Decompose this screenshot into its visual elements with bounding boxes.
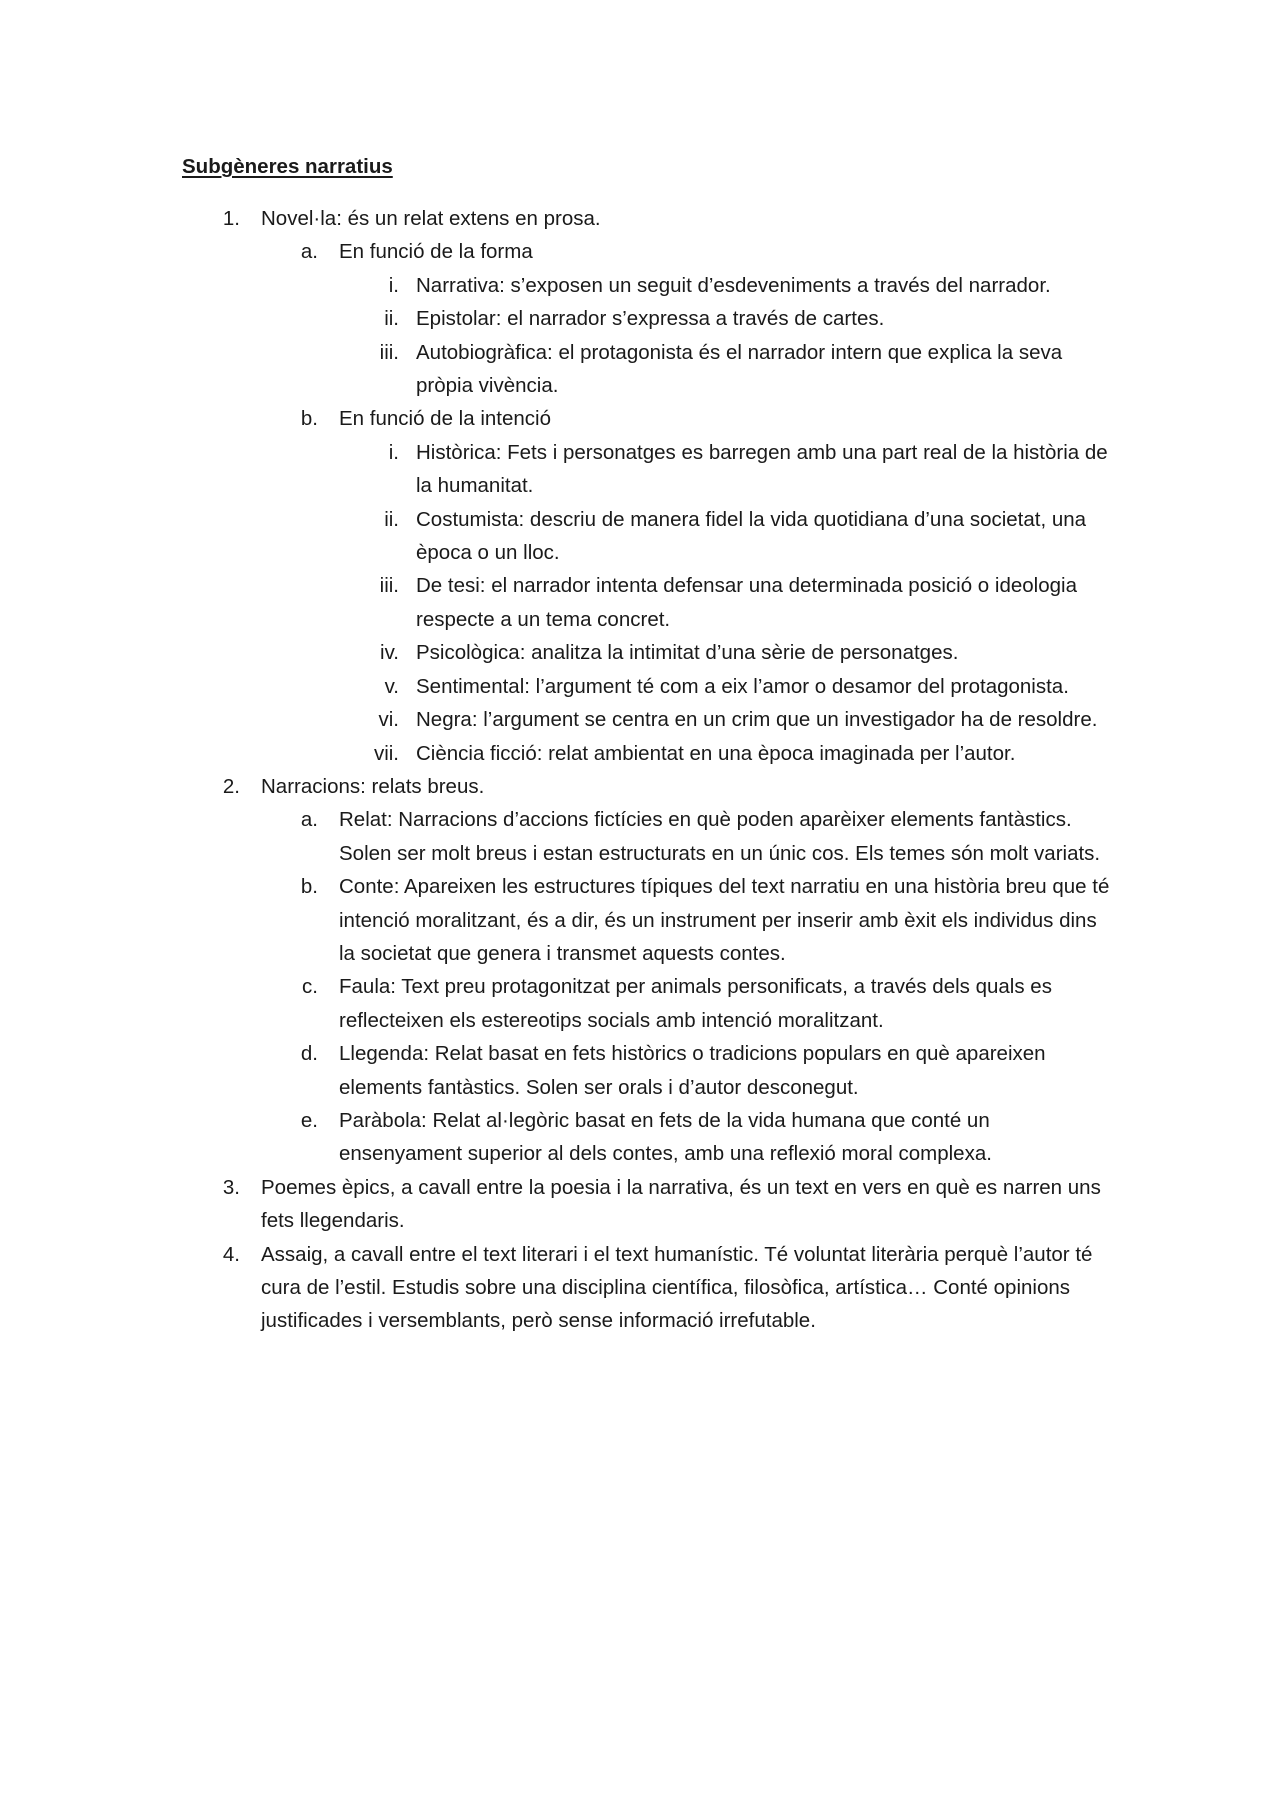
list-marker: b. — [300, 407, 318, 431]
list-marker: iv. — [380, 641, 399, 665]
list-marker: b. — [300, 875, 318, 899]
list-item-1b-i — [0, 436, 1280, 503]
list-marker: v. — [384, 674, 399, 698]
list-item-3 — [0, 1171, 1280, 1238]
list-item-text: Faula: Text preu protagonitzat per animals personificats, a través dels quals es reflecteixen els estereotips socials amb intenció moralitzant. — [339, 975, 1052, 1032]
list-item-text: Epistolar: el narrador s’expressa a través de cartes. — [416, 307, 885, 331]
list-marker: 4. — [222, 1242, 240, 1266]
list-item-text: Autobiogràfica: el protagonista és el narrador intern que explica la seva pròpia vivència. — [416, 340, 1063, 398]
page-title: Subgèneres narratius — [182, 155, 393, 178]
list-marker: vi. — [378, 708, 399, 732]
list-item-text: Poemes èpics, a cavall entre la poesia i la narrativa, és un text en vers en què es narren uns fets llegendaris. — [261, 1175, 1101, 1233]
list-marker: i. — [388, 440, 399, 464]
list-marker: iii. — [379, 574, 399, 598]
list-item-1 — [0, 202, 1280, 235]
list-item-2a — [0, 803, 1280, 870]
list-item-1b-ii — [0, 503, 1280, 570]
list-marker: i. — [388, 273, 399, 297]
list-item-text: Narrativa: s’exposen un seguit d’esdeveniments a través del narrador. — [416, 273, 1051, 297]
list-item-text: Paràbola: Relat al·legòric basat en fets de la vida humana que conté un ensenyament superior al dels contes, amb una reflexió moral complexa. — [339, 1108, 992, 1166]
list-marker: c. — [302, 975, 318, 999]
list-marker: d. — [300, 1042, 318, 1066]
list-item-1b-iii — [0, 569, 1280, 636]
list-marker: 1. — [222, 207, 240, 230]
list-marker: ii. — [384, 307, 399, 331]
list-item-text: Conte: Apareixen les estructures típiques del text narratiu en una història breu que té intenció moralitzant, és a dir, és un instrument per inserir amb èxit els individus dins la societat que genera i transmet aquests contes. — [339, 875, 1110, 965]
list-marker: ii. — [384, 507, 399, 531]
list-item-text: Novel·la: és un relat extens en prosa. — [261, 207, 601, 230]
list-item-text: Assaig, a cavall entre el text literari i el text humanístic. Té voluntat literària perquè l’autor té cura de l’estil. Estudis sobre una disciplina científica, filosòfica, artística… Conté opinions justificades i versemblants, però sense informació irrefutable. — [261, 1242, 1093, 1333]
list-marker: e. — [300, 1108, 318, 1132]
list-item-text: Històrica: Fets i personatges es barregen amb una part real de la història de la humanitat. — [416, 440, 1108, 498]
list-item-text: Negra: l’argument se centra en un crim que un investigador ha de resoldre. — [416, 708, 1098, 732]
list-item-1b-vii — [0, 737, 1280, 770]
list-item-1a-ii — [0, 302, 1280, 335]
list-item-text: De tesi: el narrador intenta defensar una determinada posició o ideologia respecte a un tema concret. — [416, 574, 1077, 631]
outline-list — [0, 202, 1280, 1338]
list-item-1b — [0, 402, 1280, 435]
list-item-1b-v — [0, 670, 1280, 703]
list-marker: iii. — [379, 340, 399, 364]
list-item-2c — [0, 970, 1280, 1037]
list-item-4 — [0, 1238, 1280, 1338]
list-item-2d — [0, 1037, 1280, 1104]
list-item-text: Psicològica: analitza la intimitat d’una sèrie de personatges. — [416, 641, 959, 665]
list-item-text: Relat: Narracions d’accions fictícies en què poden aparèixer elements fantàstics. Solen ser molt breus i estan estructurats en un únic cos. Els temes són molt variats. — [339, 808, 1101, 865]
list-item-1b-iv — [0, 636, 1280, 669]
list-marker: a. — [300, 808, 318, 832]
list-item-2e — [0, 1104, 1280, 1171]
list-item-text: Costumista: descriu de manera fidel la vida quotidiana d’una societat, una època o un lloc. — [416, 507, 1087, 565]
list-item-2 — [0, 770, 1280, 803]
list-item-text: Ciència ficció: relat ambientat en una època imaginada per l’autor. — [416, 741, 1016, 765]
list-marker: vii. — [373, 741, 399, 765]
list-item-text: En funció de la forma — [339, 240, 533, 264]
list-item-text: Narracions: relats breus. — [261, 774, 485, 798]
list-item-1a-i — [0, 269, 1280, 302]
list-marker: 3. — [222, 1175, 240, 1199]
list-marker: a. — [300, 240, 318, 264]
list-item-1a — [0, 235, 1280, 268]
list-item-text: Llegenda: Relat basat en fets històrics o tradicions populars en què apareixen elements fantàstics. Solen ser orals i d’autor desconegut. — [339, 1042, 1046, 1099]
list-item-text: En funció de la intenció — [339, 407, 551, 431]
list-item-1b-vi — [0, 703, 1280, 736]
list-marker: 2. — [222, 774, 240, 798]
list-item-1a-iii — [0, 336, 1280, 403]
list-item-text: Sentimental: l’argument té com a eix l’amor o desamor del protagonista. — [416, 674, 1069, 698]
list-item-2b — [0, 870, 1280, 970]
